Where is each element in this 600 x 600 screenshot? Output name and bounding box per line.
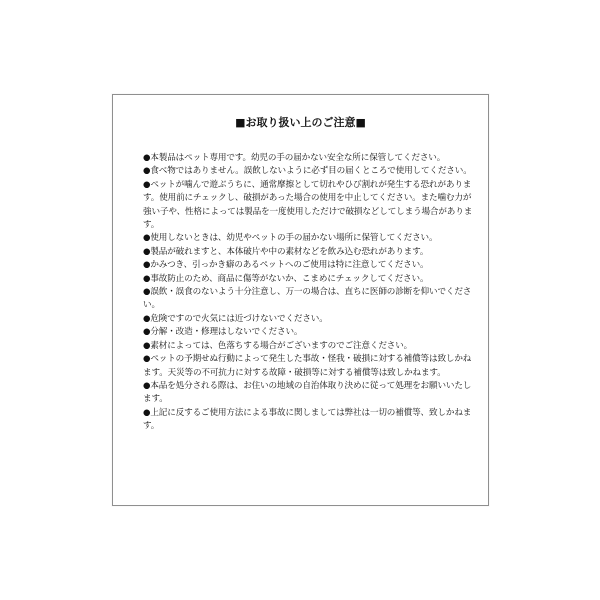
caution-item-wear-damage: ●ペットが噛んで遊ぶうちに、通常摩擦として切れやひび割れが発生する恐れがあります。使用前にチェックし、破損があった場合の使用を中止してください。また噛む力が強い子や、性格によっては製品を一度使用しただけで破損などしてしまう場合があります。 xyxy=(143,179,473,231)
notice-card xyxy=(112,94,489,506)
caution-item-no-modification: ●分解・改造・修理はしないでください。 xyxy=(143,327,303,338)
caution-item-storage: ●使用しないときは、幼児やペットの手の届かない場所に保管してください。 xyxy=(143,233,438,244)
caution-item-check-damage: ●事故防止のため、商品に傷等がないか、こまめにチェックしてください。 xyxy=(143,273,429,284)
caution-item-choking: ●製品が破れますと、本体破片や中の素材などを飲み込む恐れがあります。 xyxy=(143,246,429,257)
caution-item-biting-pets: ●かみつき、引っかき癖のあるペットへのご使用は特に注意してください。 xyxy=(143,260,429,271)
caution-item-misuse: ●上記に反するご使用方法による事故に関しましては弊社は一切の補償等、致しかねます。 xyxy=(143,407,472,432)
caution-item-pet-only: ●本製品はペット専用です。幼児の手の届かない安全な所に保管してください。 xyxy=(143,153,446,163)
caution-item-fire: ●危険ですので火気には近づけないでください。 xyxy=(143,313,328,324)
notice-title: ■お取り扱い上のご注意■ xyxy=(235,116,366,129)
caution-item-disposal: ●本品を処分される際は、お住いの地域の自治体取り決めに従って処理をお願いいたします。 xyxy=(143,380,472,405)
caution-item-color-fade: ●素材によっては、色落ちする場合がございますのでご注意ください。 xyxy=(143,340,413,351)
caution-list xyxy=(143,152,473,434)
caution-item-not-food: ●食べ物ではありません。誤飲しないように必ず目の届くところで使用してください。 xyxy=(143,166,472,177)
caution-item-ingestion: ●誤飲・誤食のないよう十分注意し、万一の場合は、直ちに医師の診断を仰いでください。 xyxy=(143,287,472,311)
caution-item-liability: ●ペットの予期せぬ行動によって発生した事故・怪我・破損に対する補償等は致しかねます。天災等の不可抗力に対する故障・破損等に対する補償等は致しかねます。 xyxy=(143,354,472,378)
